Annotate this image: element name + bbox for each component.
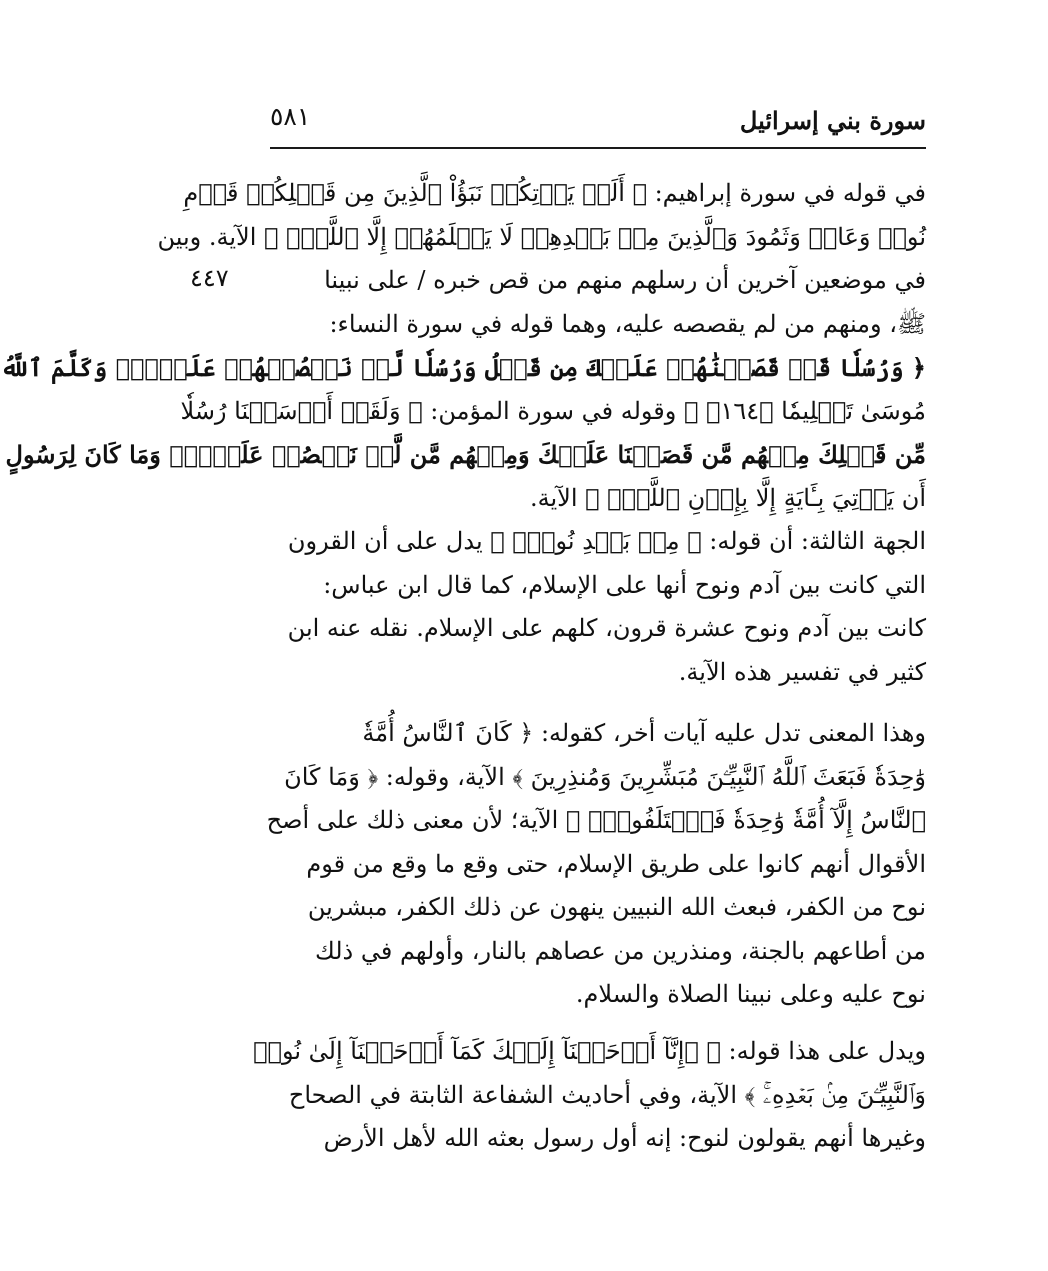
text-line: من أطاعهم بالجنة، ومنذرين من عصاهم بالنار، وأولهم في ذلك [315, 936, 926, 965]
text-line: ويدل على هذا قوله: ﴿ ۞إِنَّآ أَوۡحَيۡنَآ إِلَيۡكَ كَمَآ أَوۡحَيۡنَآ إِلَىٰ نُوحٖ [253, 1037, 926, 1065]
text-line: أَن يَأۡتِيَ بِـَٔايَةٍ إِلَّا بِإِذۡنِ ٱللَّهِۚ ﴾ الآية. [529, 483, 926, 512]
paragraph-4 [253, 1030, 926, 1161]
text-line: في موضعين آخرين أن رسلهم منهم من قص خبره / على نبينا [324, 266, 926, 294]
page-header [270, 100, 926, 144]
text-line: كثير في تفسير هذه الآية. [678, 657, 926, 686]
text-line: وغيرها أنهم يقولون لنوح: إنه أول رسول بعثه الله لأهل الأرض [323, 1124, 926, 1152]
surah-title: سورة بني إسرائيل [739, 106, 926, 135]
text-line: ﷺ، ومنهم من لم يقصصه عليه، وهما قوله في سورة النساء: [329, 309, 926, 338]
text-line: التي كانت بين آدم ونوح أنها على الإسلام، كما قال ابن عباس: [323, 570, 926, 599]
text-line: الأقوال أنهم كانوا على طريق الإسلام، حتى وقع ما وقع من قوم [306, 849, 926, 878]
text-line: نُوحٖ وَعَادٖ وَثَمُودَ وَٱلَّذِينَ مِنۢ بَعۡدِهِمۡ لَا يَعۡلَمُهُمۡ إِلَّا ٱللَّهُۚ ﴾ الآية. وبين [157, 222, 926, 251]
page-number: ٥٨١ [270, 102, 311, 131]
text-line: ٱلنَّاسُ إِلَّآ أُمَّةٗ وَٰحِدَةٗ فَٱخۡتَلَفُواْۚ ﴾ الآية؛ لأن معنى ذلك على أصح [266, 806, 926, 834]
text-line: وَٱلنَّبِيِّـۧنَ مِنۢ بَعۡدِهِۦۚ ﴾ الآية، وفي أحاديث الشفاعة الثابتة في الصحاح [288, 1080, 926, 1109]
margin-page-reference: ٤٤٧ [190, 264, 229, 292]
text-line: نوح من الكفر، فبعث الله النبيين ينهون عن ذلك الكفر، مبشرين [307, 893, 926, 921]
text-line: كانت بين آدم ونوح عشرة قرون، كلهم على الإسلام. نقله عنه ابن [287, 614, 926, 642]
text-line: نوح عليه وعلى نبينا الصلاة والسلام. [575, 980, 926, 1008]
text-line: مُوسَىٰ تَكۡلِيمٗا ﴿١٦٤﴾ ﴾ وقوله في سورة المؤمن: ﴿ وَلَقَدۡ أَرۡسَلۡنَا رُسُلٗا [180, 396, 926, 425]
header-divider [270, 147, 926, 149]
text-line: مِّن قَبۡلِكَ مِنۡهُم مَّن قَصَصۡنَا عَلَيۡكَ وَمِنۡهُم مَّن لَّمۡ نَقۡصُصۡ عَلَيۡكَۗ وَمَا كَانَ لِرَسُولٍ [5, 440, 926, 469]
text-line: الجهة الثالثة: أن قوله: ﴿ مِنۢ بَعۡدِ نُوحٖۗ ﴾ يدل على أن القرون [287, 527, 926, 555]
text-line: وَٰحِدَةٗ فَبَعَثَ ٱللَّهُ ٱلنَّبِيِّـۧنَ مُبَشِّرِينَ وَمُنذِرِينَ ﴾ الآية، وقوله: ﴿ وَمَا كَانَ [284, 762, 926, 791]
text-line: ﴿ وَرُسُلٗا قَدۡ قَصَصۡنَٰهُمۡ عَلَيۡكَ مِن قَبۡلُ وَرُسُلٗا لَّمۡ نَقۡصُصۡهُمۡ عَلَيۡكَۚ وَكَلَّمَ ٱللَّهُ [0, 353, 926, 382]
paragraph-3 [266, 712, 926, 1017]
text-line: في قوله في سورة إبراهيم: ﴿ أَلَمۡ يَأۡتِكُمۡ نَبَؤُاْ ٱلَّذِينَ مِن قَبۡلِكُمۡ قَوۡمِ [183, 179, 926, 207]
text-line: وهذا المعنى تدل عليه آيات أخر، كقوله: ﴿ كَانَ ٱلنَّاسُ أُمَّةٗ [362, 719, 926, 747]
paragraph-2 [270, 520, 926, 694]
